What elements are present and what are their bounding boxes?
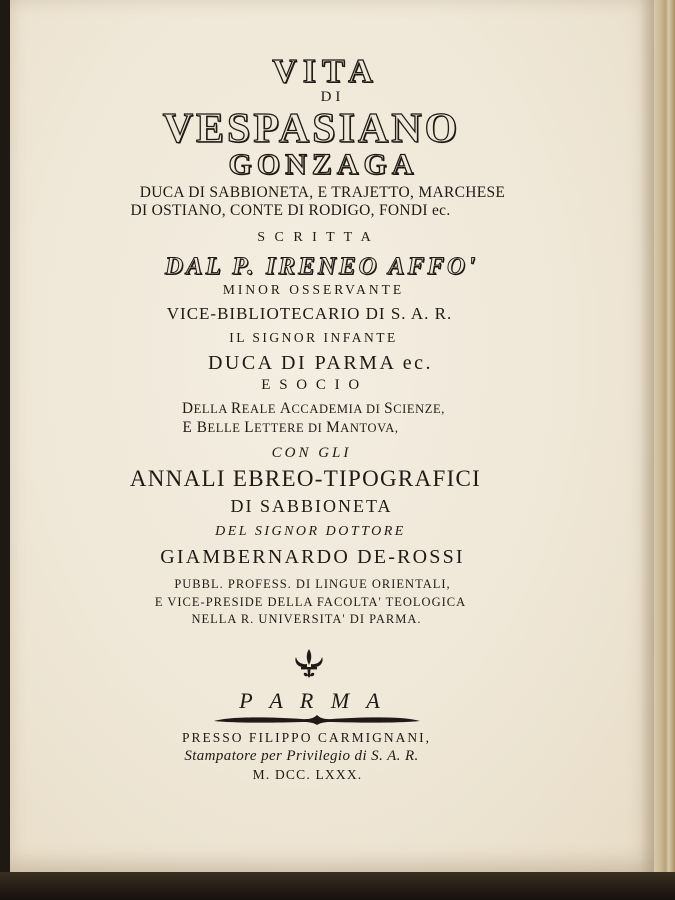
duca-line-2: DI OSTIANO, CONTE DI RODIGO, FONDI ec. xyxy=(130,202,451,219)
city-parma-line: P A R M A xyxy=(239,688,386,713)
duca-line-1: DUCA DI SABBIONETA, E TRAJETTO, MARCHESE xyxy=(139,184,506,201)
del-signor-dottore-line: DEL SIGNOR DOTTORE xyxy=(215,524,406,539)
page-edges xyxy=(654,0,675,872)
con-gli-line: CON GLI xyxy=(271,445,352,461)
stampatore-line: Stampatore per Privilegio di S. A. R. xyxy=(184,748,419,764)
signor-infante-line: IL SIGNOR INFANTE xyxy=(229,330,398,345)
accademia-line-1: DELLA REALE ACCADEMIA DI SCIENZE, xyxy=(182,400,445,417)
author-line: DAL P. IRENEO AFFO' xyxy=(164,253,479,280)
accademia-line-2: E BELLE LETTERE DI MANTOVA, xyxy=(182,419,399,436)
title-vita: VITA xyxy=(272,53,379,90)
fleur-de-lis-icon xyxy=(292,648,326,680)
duca-di-parma-line: DUCA DI PARMA ec. xyxy=(207,352,434,374)
pubbl-profess-line: PUBBL. PROFESS. DI LINGUE ORIENTALI, xyxy=(174,577,451,591)
book-bottom-edge xyxy=(0,872,675,900)
vice-bibliotecario-line: VICE-BIBLIOTECARIO DI S. A. R. xyxy=(166,304,453,323)
presso-line: PRESSO FILIPPO CARMIGNANI, xyxy=(182,730,431,745)
di-sabbioneta-line: DI SABBIONETA xyxy=(230,496,393,516)
minor-osservante-line: MINOR OSSERVANTE xyxy=(222,282,405,297)
title-gonzaga: GONZAGA xyxy=(228,148,419,181)
de-rossi-line: GIAMBERNARDO DE-ROSSI xyxy=(160,546,465,568)
annali-line: ANNALI EBREO-TIPOGRAFICI xyxy=(129,466,482,491)
title-vespasiano: VESPASIANO xyxy=(162,106,461,152)
e-socio-line: E S O C I O xyxy=(261,377,362,393)
vice-preside-line: E VICE-PRESIDE DELLA FACOLTA' TEOLOGICA xyxy=(154,595,467,609)
year-line: M. DCC. LXXX. xyxy=(252,767,363,782)
title-di: DI xyxy=(320,89,345,105)
universita-line: NELLA R. UNIVERSITA' DI PARMA. xyxy=(191,612,422,626)
scritta-line: S C R I T T A xyxy=(257,230,374,245)
printer-rule-ornament xyxy=(212,712,422,728)
